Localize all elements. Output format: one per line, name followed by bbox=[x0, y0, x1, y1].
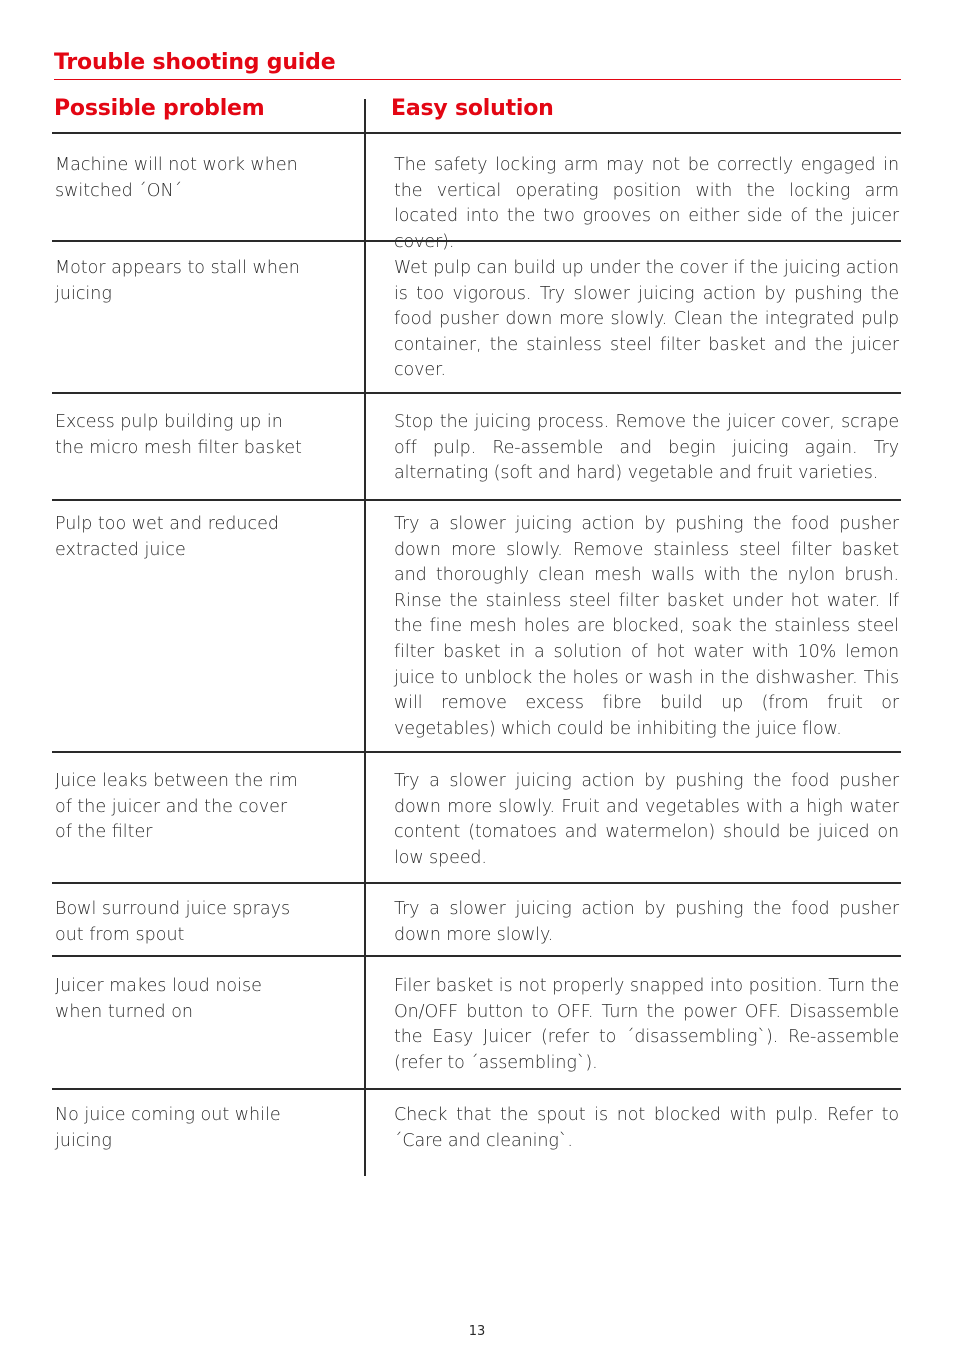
problem-cell: Pulp too wet and reduced extracted juice bbox=[55, 514, 279, 560]
page-number: 13 bbox=[468, 1324, 486, 1339]
row-divider bbox=[52, 955, 901, 957]
title-divider bbox=[54, 79, 901, 80]
problem-cell: Bowl surround juice sprays out from spout bbox=[55, 899, 291, 945]
page-title: Trouble shooting guide bbox=[54, 50, 336, 75]
problem-cell: Excess pulp building up in the micro mesh filter basket bbox=[55, 412, 302, 458]
solution-cell: Wet pulp can build up under the cover if the juicing action is too vigorous. Try slower juicing action by pushing the food pusher down more slowly. Clean the integrated pulp container, the stainless steel filter basket and the juicer cover. bbox=[394, 258, 899, 381]
solution-cell: Filer basket is not properly snapped into position. Turn the On/OFF button to OFF. Turn the power OFF. Disassemble the Easy Juicer (refer to ´disassembling`). Re-assemble (refer to ´assembling`). bbox=[394, 976, 899, 1073]
row-divider bbox=[52, 499, 901, 501]
column-divider bbox=[364, 99, 366, 1176]
problem-cell: Juicer makes loud noise when turned on bbox=[55, 976, 262, 1022]
solution-cell: Try a slower juicing action by pushing the food pusher down more slowly. Remove stainless steel filter basket and thoroughly clean mesh walls with the nylon brush. Rinse the stainless steel filter basket under hot water. If the fine mesh holes are blocked, soak the stainless steel filter basket in a solution of hot water with 10% lemon juice to unblock the holes or wash in the dishwasher. This will remove excess fibre build up (from fruit or vegetables) which could be inhibiting the juice flow. bbox=[394, 514, 899, 739]
problem-cell: Motor appears to stall when juicing bbox=[55, 258, 300, 304]
header-row-divider bbox=[52, 132, 901, 134]
problem-cell: Juice leaks between the rim of the juicer and the cover of the filter bbox=[55, 771, 298, 843]
row-divider bbox=[52, 882, 901, 884]
problem-cell: Machine will not work when switched ´ON´ bbox=[55, 155, 298, 201]
solution-cell: Try a slower juicing action by pushing the food pusher down more slowly. Fruit and vegetables with a high water content (tomatoes and watermelon) should be juiced on low speed. bbox=[394, 771, 899, 868]
problem-cell: No juice coming out while juicing bbox=[55, 1105, 281, 1151]
row-divider bbox=[52, 751, 901, 753]
solution-cell: Stop the juicing process. Remove the juicer cover, scrape off pulp. Re-assemble and begin juicing again. Try alternating (soft and hard) vegetable and fruit varieties. bbox=[394, 412, 899, 484]
solution-cell: Try a slower juicing action by pushing the food pusher down more slowly. bbox=[394, 899, 899, 945]
row-divider bbox=[52, 392, 901, 394]
row-divider bbox=[52, 1088, 901, 1090]
column-header-solution: Easy solution bbox=[391, 96, 554, 121]
column-header-problem: Possible problem bbox=[54, 96, 265, 121]
solution-cell: Check that the spout is not blocked with pulp. Refer to ´Care and cleaning`. bbox=[394, 1105, 899, 1151]
solution-cell: The safety locking arm may not be correctly engaged in the vertical operating position with the locking arm located into the two grooves on either side of the juicer cover). bbox=[394, 155, 899, 252]
